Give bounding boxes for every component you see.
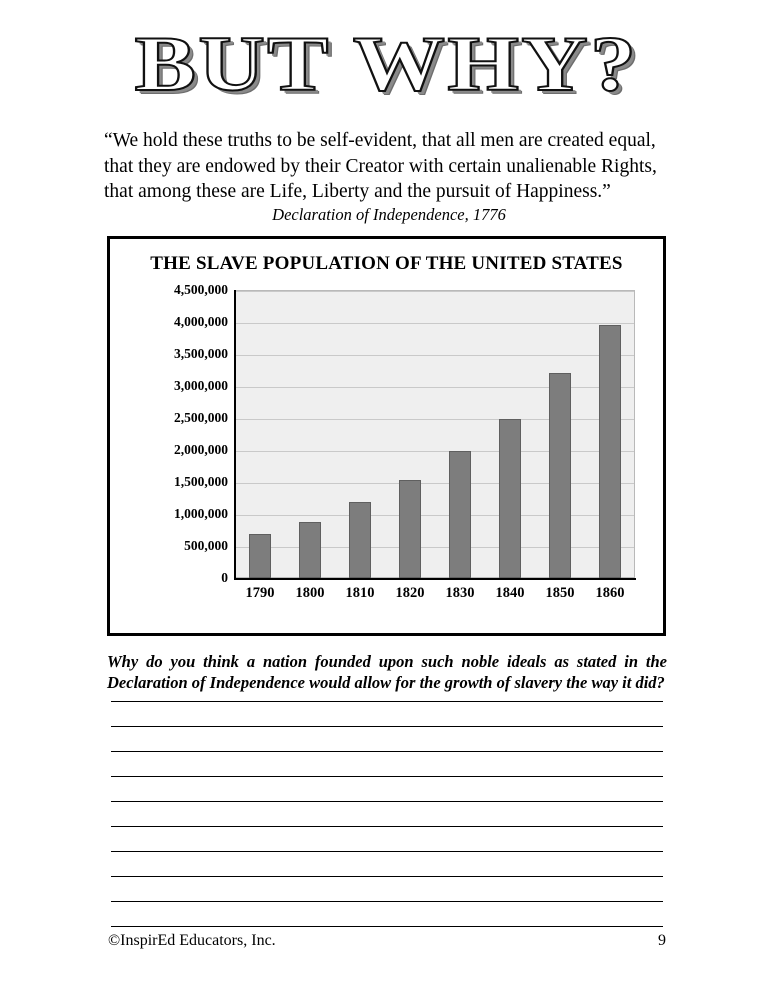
chart-bar (299, 522, 321, 578)
chart-y-tick-label: 4,500,000 (174, 282, 228, 297)
chart-x-tick-label: 1790 (245, 585, 275, 601)
answer-line[interactable] (111, 801, 663, 802)
chart-x-tick-label: 1800 (295, 585, 325, 601)
question-prompt: Why do you think a nation founded upon such noble ideals as stated in the Declaration of Independence would allow for the growth of slavery the way it did? (107, 652, 667, 692)
chart-y-tick-label: 1,000,000 (174, 506, 228, 521)
chart-x-tick-label: 1820 (395, 585, 425, 601)
quotation-text: “We hold these truths to be self-evident, that all men are created equal, that they are endowed by their Creator with certain unalienable Rights, that among these are Life, Liberty and the pursuit of Happiness.” (104, 130, 657, 202)
chart-bar (399, 480, 421, 578)
quotation-attribution: Declaration of Independence, 1776 (272, 205, 506, 224)
footer-copyright: ©InspirEd Educators, Inc. (108, 932, 276, 949)
chart-bar (449, 451, 471, 578)
chart-y-tick-label: 0 (221, 570, 228, 585)
chart-x-tick-label: 1850 (545, 585, 575, 601)
chart-x-tick-labels (235, 585, 635, 607)
answer-line[interactable] (111, 826, 663, 827)
chart-y-tick-label: 3,500,000 (174, 346, 228, 361)
footer-page-number: 9 (658, 932, 666, 949)
answer-line[interactable] (111, 876, 663, 877)
answer-line[interactable] (111, 701, 663, 702)
answer-line[interactable] (111, 751, 663, 752)
chart-bar (249, 534, 271, 578)
chart-y-tick-label: 2,000,000 (174, 442, 228, 457)
chart-container (107, 236, 666, 636)
chart-x-tick-label: 1840 (495, 585, 525, 601)
chart-y-tick-label: 4,000,000 (174, 314, 228, 329)
chart-title: THE SLAVE POPULATION OF THE UNITED STATES (150, 253, 623, 274)
page-title: BUT WHY? (134, 20, 639, 107)
chart-y-tick-labels (124, 282, 228, 585)
chart-y-tick-label: 2,500,000 (174, 410, 228, 425)
chart-bar (349, 502, 371, 578)
chart-x-axis (234, 578, 636, 580)
answer-line[interactable] (111, 726, 663, 727)
answer-lines[interactable] (111, 701, 663, 951)
chart-bar (599, 325, 621, 578)
answer-line[interactable] (111, 926, 663, 927)
chart-bars (235, 290, 635, 578)
chart-y-tick-label: 3,000,000 (174, 378, 228, 393)
chart-bar (549, 373, 571, 578)
chart-x-tick-label: 1810 (345, 585, 375, 601)
chart-y-tick-label: 1,500,000 (174, 474, 228, 489)
chart-x-tick-label: 1860 (595, 585, 625, 601)
chart-bar (499, 419, 521, 578)
chart-y-tick-label: 500,000 (184, 538, 228, 553)
answer-line[interactable] (111, 776, 663, 777)
chart-x-tick-label: 1830 (445, 585, 475, 601)
page-title-container (0, 22, 773, 106)
answer-line[interactable] (111, 851, 663, 852)
answer-line[interactable] (111, 901, 663, 902)
